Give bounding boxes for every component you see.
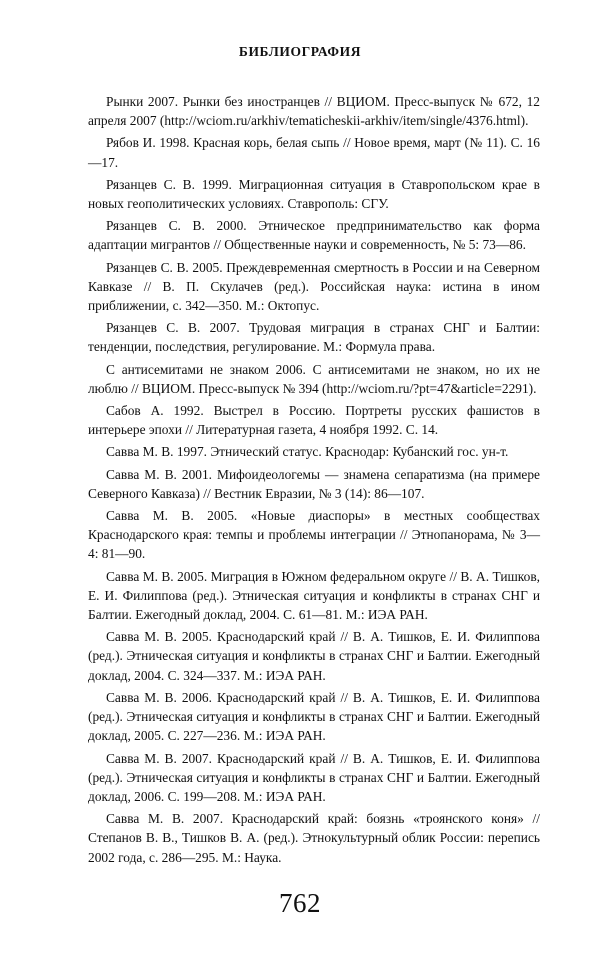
bibliography-entry: Сабов А. 1992. Выстрел в Россию. Портреты русских фашистов в интерьере эпохи // Литературная газета, 4 ноября 1992. С. 14. [88,403,540,438]
bibliography-list [88,92,540,870]
bibliography-entry: Савва М. В. 2007. Краснодарский край // В. А. Тишков, Е. И. Филиппова (ред.). Этническая ситуация и конфликты в странах СНГ и Балтии. Ежегодный доклад, 2006. С. 199—208. М.: ИЭА РАН. [88,750,540,804]
running-head-title: БИБЛИОГРАФИЯ [238,44,362,59]
bibliography-entry: Рязанцев С. В. 1999. Миграционная ситуация в Ставропольском крае в новых геополитических условиях. Ставрополь: СГУ. [88,176,540,212]
bibliography-entry: Савва М. В. 2005. «Новые диаспоры» в местных сообществах Краснодарского края: темпы и проблемы интеграции // Этнопанорама, № 3—4: 81—90. [88,508,540,562]
bibliography-entry: Рязанцев С. В. 2000. Этническое предпринимательство как форма адаптации мигрантов // Общественные науки и современность, № 5: 73—86. [88,218,540,253]
bibliography-entry: Рязанцев С. В. 2007. Трудовая миграция в странах СНГ и Балтии: тенденции, последствия, регулирование. М.: Формула права. [88,320,540,355]
bibliography-entry: Рябов И. 1998. Красная корь, белая сыпь // Новое время, март (№ 11). С. 16—17. [88,135,540,170]
bibliography-entry: Савва М. В. 2007. Краснодарский край: боязнь «троянского коня» // Степанов В. В., Тишков В. А. (ред.). Этнокультурный облик России: перепись 2002 года, с. 286—295. М.: Наука. [88,811,540,865]
bibliography-entry: Рязанцев С. В. 2005. Преждевременная смертность в России и на Северном Кавказе // В. П. Скулачев (ред.). Российская наука: истина в ином приближении, с. 342—350. М.: Октопус. [88,259,540,314]
bibliography-entry: Савва М. В. 1997. Этнический статус. Краснодар: Кубанский гос. ун-т. [106,444,509,460]
bibliography-entry: Савва М. В. 2005. Миграция в Южном федеральном округе // В. А. Тишков, Е. И. Филиппова (ред.). Этническая ситуация и конфликты в странах СНГ и Балтии. Ежегодный доклад, 2004. С. 61—81. М.: ИЭА РАН. [88,568,540,623]
bibliography-entry: Савва М. В. 2005. Краснодарский край // В. А. Тишков, Е. И. Филиппова (ред.). Этническая ситуация и конфликты в странах СНГ и Балтии. Ежегодный доклад, 2004. С. 324—337. М.: ИЭА РАН. [88,629,540,683]
bibliography-entry: Рынки 2007. Рынки без иностранцев // ВЦИОМ. Пресс-выпуск № 672, 12 апреля 2007 (http://wciom.ru/arkhiv/tematicheskii-arkhiv/item/single/4376.html). [88,94,540,129]
page-number: 762 [279,888,321,918]
bibliography-entry: Савва М. В. 2006. Краснодарский край // В. А. Тишков, Е. И. Филиппова (ред.). Этническая ситуация и конфликты в странах СНГ и Балтии. Ежегодный доклад, 2005. С. 227—236. М.: ИЭА РАН. [88,689,540,744]
bibliography-entry: С антисемитами не знаком 2006. С антисемитами не знаком, но их не люблю // ВЦИОМ. Пресс-выпуск № 394 (http://wciom.ru/?pt=47&article=2291). [88,361,540,396]
bibliography-entry: Савва М. В. 2001. Мифоидеологемы — знамена сепаратизма (на примере Северного Кавказа) // Вестник Евразии, № 3 (14): 86—107. [88,466,540,501]
